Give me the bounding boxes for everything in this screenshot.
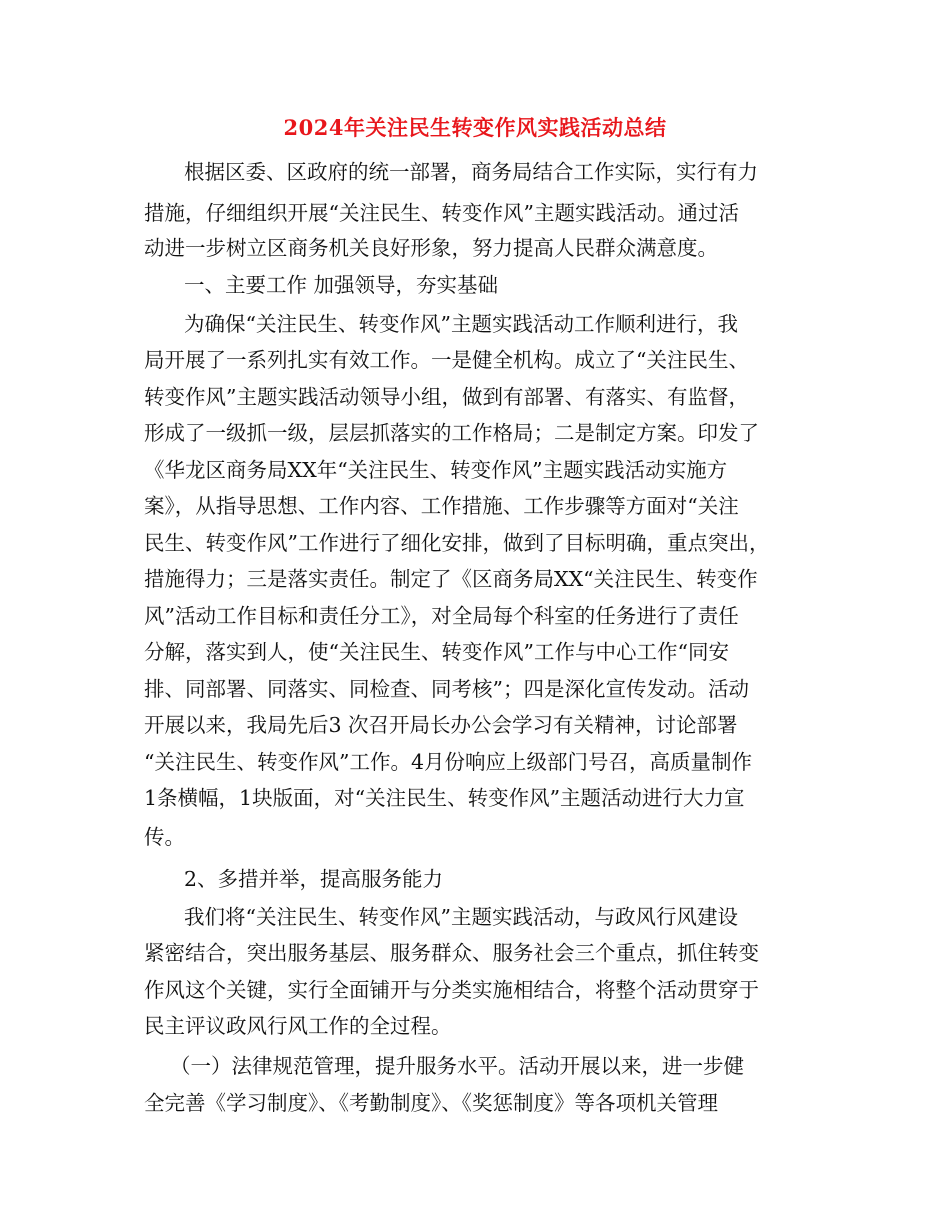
paragraph-line: （一）法律规范管理，提升服务水平。活动开展以来，进一步健: [170, 1054, 744, 1078]
paragraph-line: 作风这个关键，实行全面铺开与分类实施相结合，将整个活动贯穿于: [144, 978, 759, 1002]
paragraph-line: 为确保“关注民生、转变作风”主题实践活动工作顺利进行，我: [184, 312, 738, 336]
paragraph-line: 风”活动工作目标和责任分工》，对全局每个科室的任务进行了责任: [144, 604, 739, 628]
paragraph-line: 我们将“关注民生、转变作风”主题实践活动，与政风行风建设: [184, 905, 738, 929]
section-heading: 2、多措并举，提高服务能力: [184, 867, 444, 891]
document-title: 2024年关注民生转变作风实践活动总结: [283, 115, 667, 140]
paragraph-line: 《华龙区商务局XX年“关注民生、转变作风”主题实践活动实施方: [144, 458, 728, 482]
paragraph-line: 传。: [144, 825, 185, 849]
paragraph-line: 分解，落实到人，使“关注民生、转变作风”工作与中心工作“同安: [144, 640, 729, 664]
paragraph-line: 民主评议政风行风工作的全过程。: [144, 1014, 452, 1038]
paragraph-line: 开展以来，我局先后3 次召开局长办公会学习有关精神，讨论部署: [144, 713, 738, 737]
paragraph-line: 案》，从指导思想、工作内容、工作措施、工作步骤等方面对“关注: [144, 494, 739, 518]
section-heading: 一、主要工作 加强领导，夯实基础: [184, 273, 499, 297]
paragraph-line: 局开展了一系列扎实有效工作。一是健全机构。成立了“关注民生、: [144, 348, 749, 372]
paragraph-line: 1条横幅，1块版面，对“关注民生、转变作风”主题活动进行大力宣: [144, 786, 745, 810]
paragraph-line: 形成了一级抓一级，层层抓落实的工作格局；二是制定方案。印发了: [144, 421, 759, 445]
paragraph-line: 转变作风”主题实践活动领导小组，做到有部署、有落实、有监督，: [144, 385, 749, 409]
paragraph-line: 全完善《学习制度》、《考勤制度》、《奖惩制度》等各项机关管理: [144, 1091, 718, 1115]
paragraph-line: 排、同部署、同落实、同检查、同考核”；四是深化宣传发动。活动: [144, 677, 749, 701]
paragraph-line: 措施，仔细组织开展“关注民生、转变作风”主题实践活动。通过活: [144, 201, 739, 225]
paragraph-line: 根据区委、区政府的统一部署，商务局结合工作实际，实行有力: [184, 160, 758, 184]
paragraph-line: 紧密结合，突出服务基层、服务群众、服务社会三个重点，抓住转变: [144, 941, 759, 965]
paragraph-line: 民生、转变作风”工作进行了细化安排，做到了目标明确，重点突出，: [144, 531, 770, 555]
paragraph-line: 动进一步树立区商务机关良好形象，努力提高人民群众满意度。: [144, 236, 718, 260]
paragraph-line: “关注民生、转变作风”工作。4月份响应上级部门号召，高质量制作: [144, 750, 753, 774]
paragraph-line: 措施得力；三是落实责任。制定了《区商务局XX“关注民生、转变作: [144, 567, 758, 591]
